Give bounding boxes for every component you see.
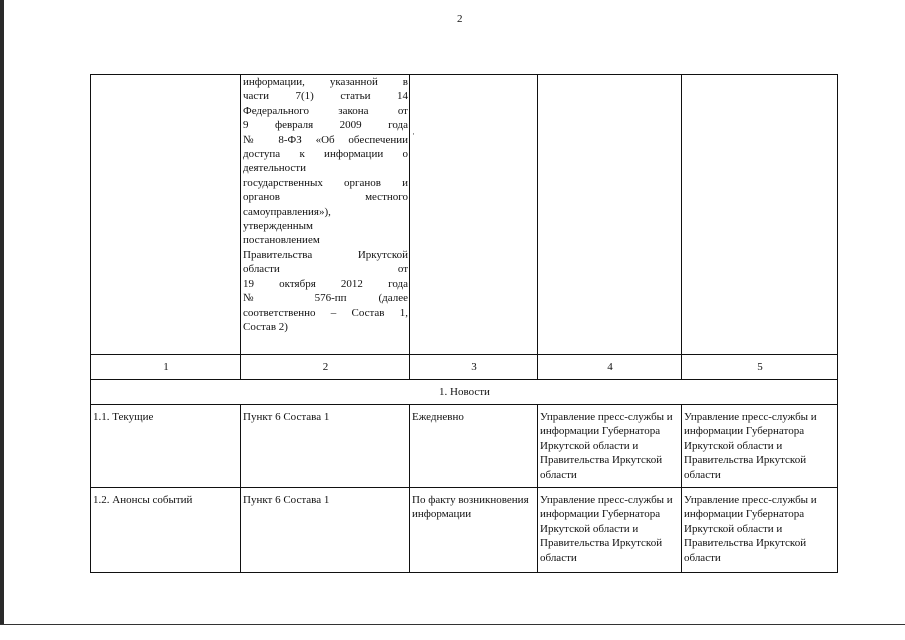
continuation-line: области от [243, 263, 408, 276]
document-table [90, 74, 838, 573]
continuation-line: № 8-ФЗ «Об обеспечении [243, 133, 408, 146]
continuation-line: деятельности [243, 162, 306, 175]
row-responsible: Управление пресс-службы и информации Губернатора Иркутской области и Правительства Иркутской области [538, 405, 682, 488]
row-provider: Управление пресс-службы и информации Губернатора Иркутской области и Правительства Иркутской области [682, 405, 838, 488]
continuation-row [91, 75, 838, 355]
section-row [91, 380, 838, 405]
column-number: 2 [241, 355, 410, 380]
continuation-line: государственных органов и [243, 176, 408, 189]
continuation-line: информации, указанной в [243, 76, 408, 88]
continuation-line: самоуправления»), [243, 205, 331, 218]
column-number-row [91, 355, 838, 380]
continuation-cell-4 [538, 75, 682, 355]
continuation-line: части 7(1) статьи 14 [243, 90, 408, 103]
section-title: 1. Новости [91, 380, 838, 405]
continuation-line: Состав 2) [243, 320, 288, 333]
continuation-text-cell [241, 75, 410, 355]
continuation-line: 19 октября 2012 года [243, 277, 408, 290]
scan-left-edge [0, 0, 4, 625]
continuation-line: утвержденным [243, 220, 314, 233]
table-row [91, 405, 838, 488]
continuation-line: постановлением [243, 234, 320, 247]
column-number: 4 [538, 355, 682, 380]
row-name: 1.1. Текущие [91, 405, 241, 488]
row-frequency: Ежедневно [410, 405, 538, 488]
column-number: 3 [410, 355, 538, 380]
row-name: 1.2. Анонсы событий [91, 488, 241, 573]
scan-artifact-dot: · [412, 129, 415, 139]
page-number: 2 [457, 13, 463, 25]
continuation-line: 9 февраля 2009 года [243, 119, 408, 132]
continuation-cell-3 [410, 75, 538, 355]
row-responsible: Управление пресс-службы и информации Губернатора Иркутской области и Правительства Иркутской области [538, 488, 682, 573]
scan-bottom-edge [0, 624, 905, 625]
continuation-line: Федерального закона от [243, 104, 408, 117]
continuation-cell-5 [682, 75, 838, 355]
column-number: 5 [682, 355, 838, 380]
row-frequency: По факту возникновения информации [410, 488, 538, 573]
continuation-line: Правительства Иркутской [243, 248, 408, 261]
table-row [91, 488, 838, 573]
row-provider: Управление пресс-службы и информации Губернатора Иркутской области и Правительства Иркутской области [682, 488, 838, 573]
row-basis: Пункт 6 Состава 1 [241, 405, 410, 488]
continuation-line: соответственно – Состав 1, [243, 306, 408, 319]
row-basis: Пункт 6 Состава 1 [241, 488, 410, 573]
continuation-line: доступа к информации о [243, 148, 408, 161]
continuation-line: № 576-пп (далее [243, 292, 408, 305]
continuation-line: органов местного [243, 191, 408, 204]
continuation-cell-1 [91, 75, 241, 355]
column-number: 1 [91, 355, 241, 380]
